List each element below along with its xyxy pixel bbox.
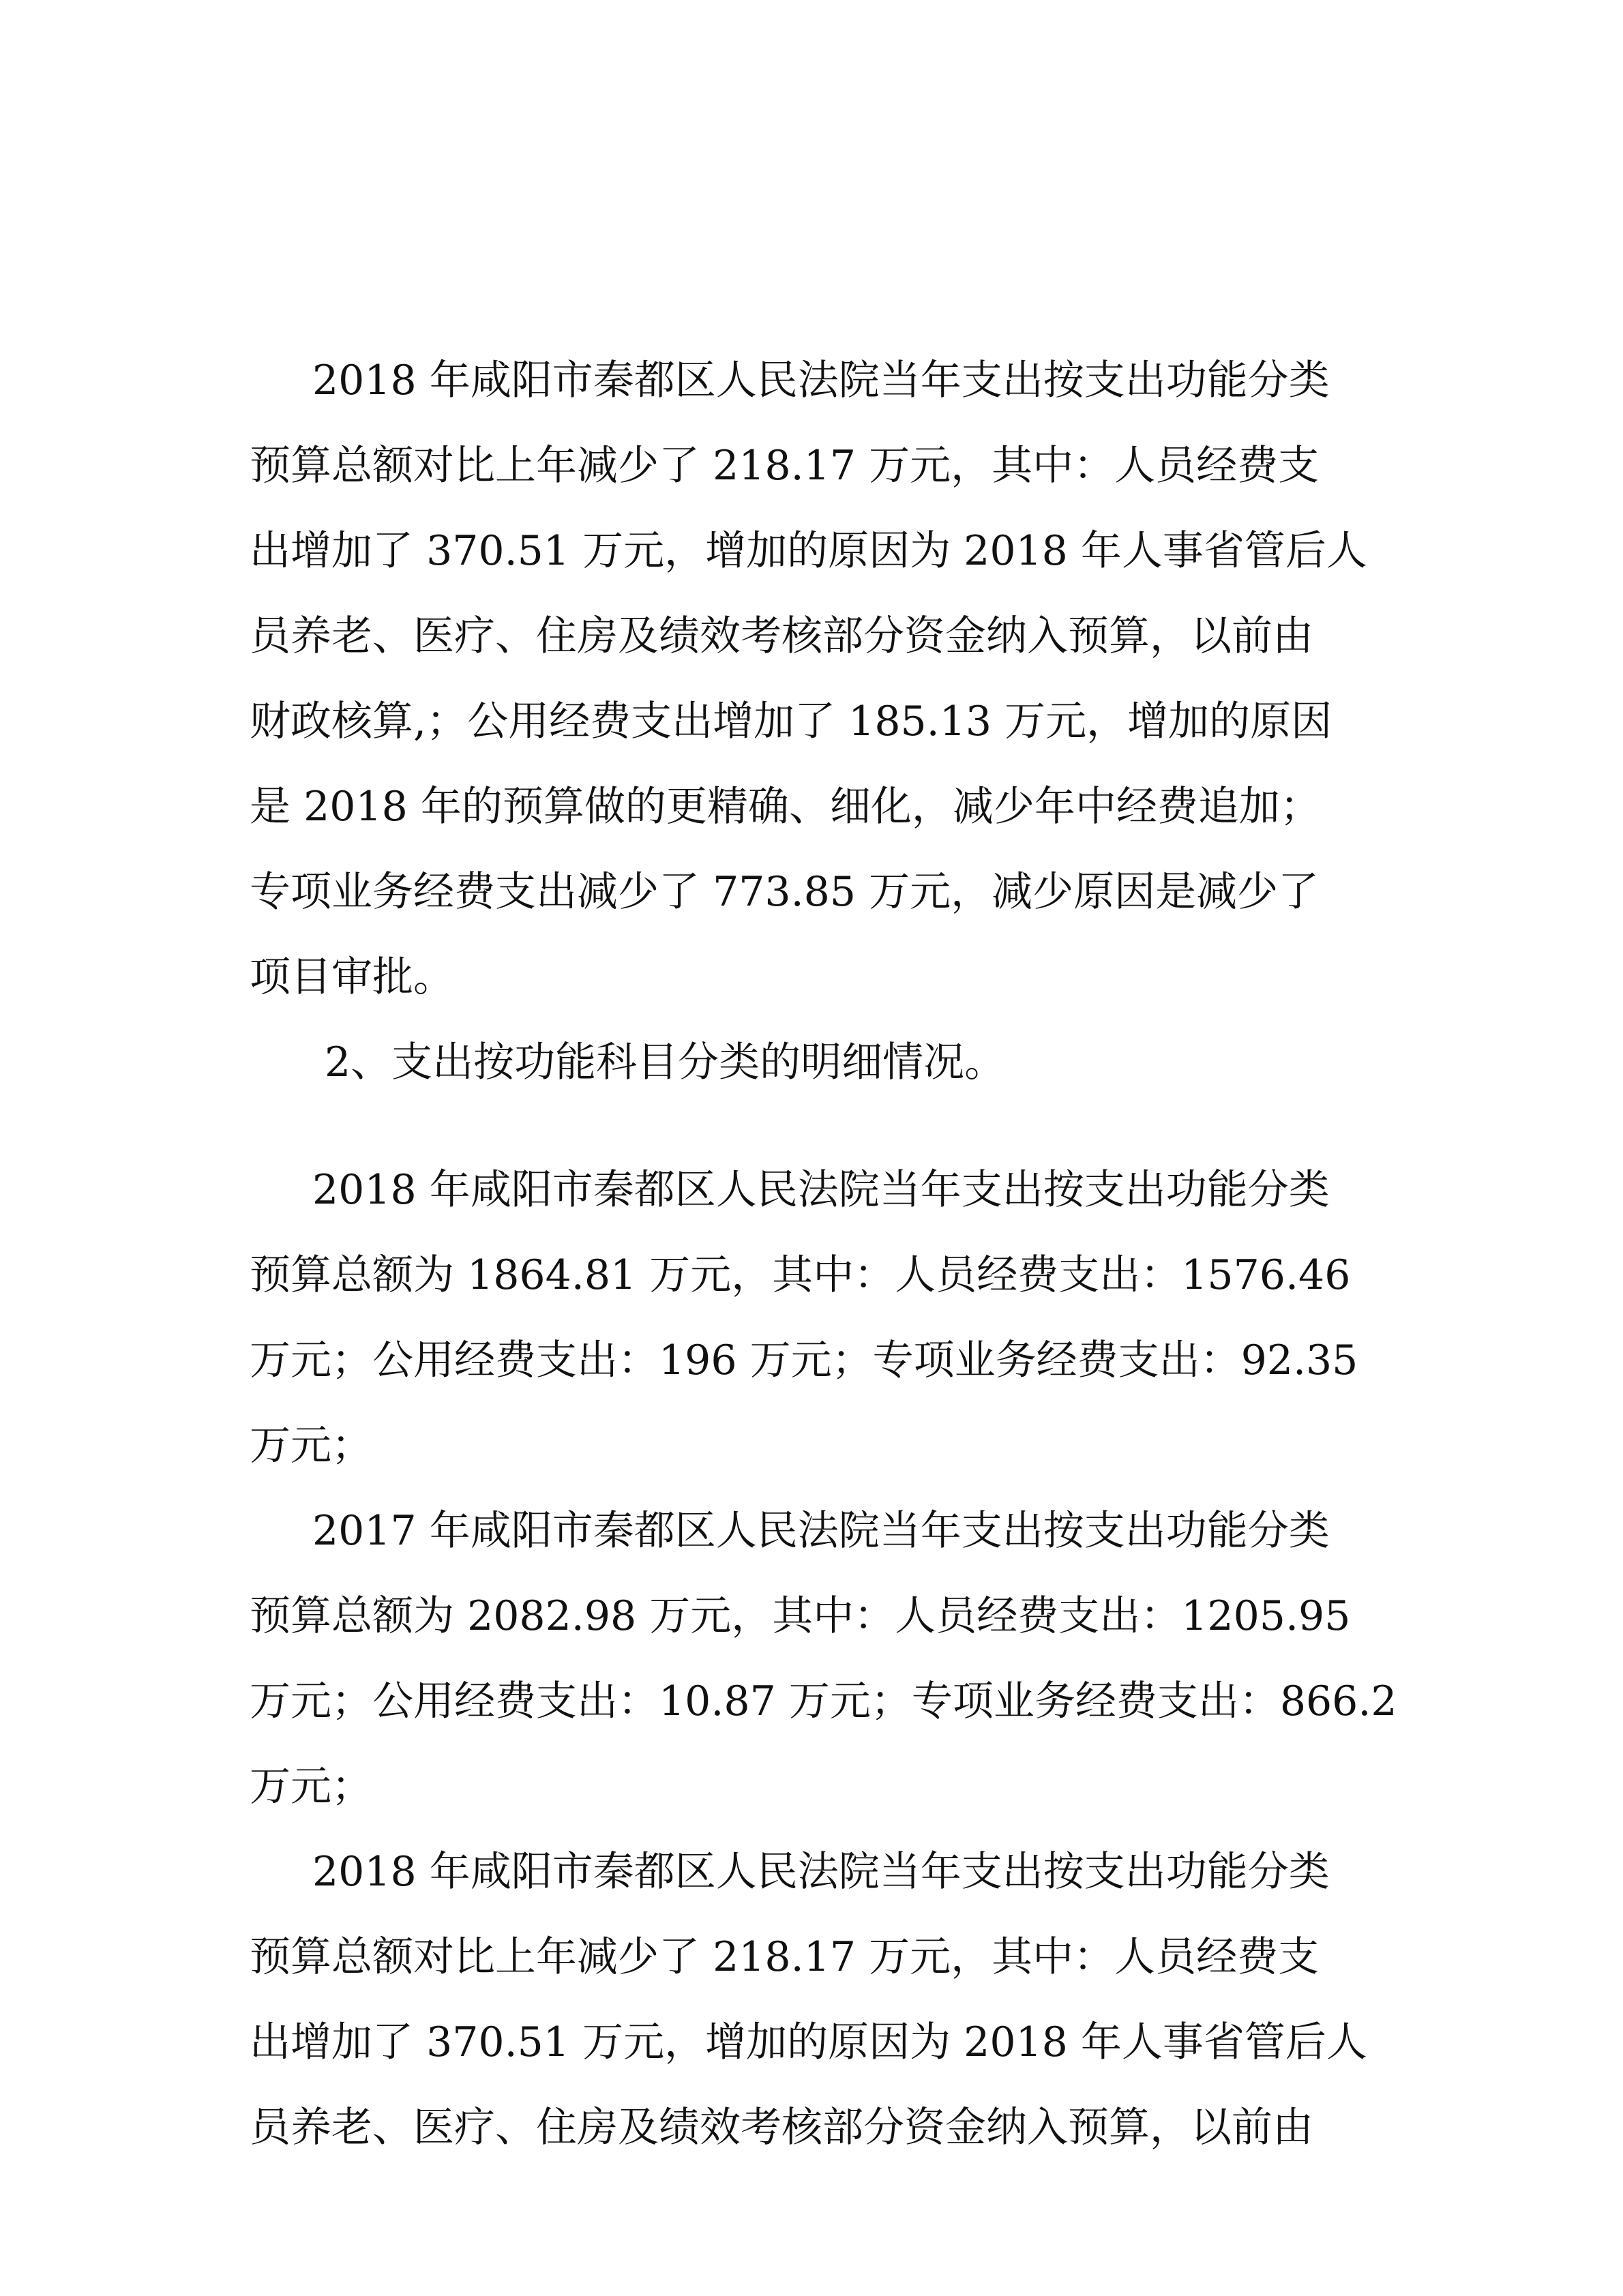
paragraph-line: 预算总额为 2082.98 万元，其中：人员经费支出：1205.95 xyxy=(250,1592,1351,1640)
paragraph-line: 财政核算,；公用经费支出增加了 185.13 万元，增加的原因 xyxy=(250,698,1332,745)
section-heading-text: 2、支出按功能科目分类的明细情况。 xyxy=(325,1039,1006,1086)
paragraph-line: 2018 年咸阳市秦都区人民法院当年支出按支出功能分类 xyxy=(312,1848,1330,1896)
paragraph-line: 预算总额为 1864.81 万元，其中：人员经费支出：1576.46 xyxy=(250,1251,1351,1299)
paragraph-expense-change-repeat xyxy=(250,1830,1388,2171)
paragraph-line: 是 2018 年的预算做的更精确、细化，减少年中经费追加； xyxy=(250,783,1321,831)
paragraph-expense-change-2018 xyxy=(250,338,1388,1020)
paragraph-line: 2017 年咸阳市秦都区人民法院当年支出按支出功能分类 xyxy=(312,1507,1330,1555)
paragraph-line: 预算总额对比上年减少了 218.17 万元，其中：人员经费支 xyxy=(250,442,1320,490)
paragraph-line: 出增加了 370.51 万元，增加的原因为 2018 年人事省管后人 xyxy=(250,527,1367,575)
paragraph-line: 万元；公用经费支出：10.87 万元；专项业务经费支出：866.2 xyxy=(250,1678,1397,1725)
paragraph-line: 2018 年咸阳市秦都区人民法院当年支出按支出功能分类 xyxy=(312,1166,1330,1214)
paragraph-line: 预算总额对比上年减少了 218.17 万元，其中：人员经费支 xyxy=(250,1933,1320,1981)
paragraph-line: 出增加了 370.51 万元，增加的原因为 2018 年人事省管后人 xyxy=(250,2018,1367,2066)
paragraph-budget-2017 xyxy=(250,1489,1397,1830)
paragraph-line: 万元； xyxy=(250,1422,372,1470)
paragraph-line: 专项业务经费支出减少了 773.85 万元，减少原因是减少了 xyxy=(250,868,1320,916)
paragraph-line: 员养老、医疗、住房及绩效考核部分资金纳入预算，以前由 xyxy=(250,2104,1313,2151)
section-heading xyxy=(250,1020,1388,1105)
paragraph-line: 员养老、医疗、住房及绩效考核部分资金纳入预算，以前由 xyxy=(250,612,1313,660)
paragraph-line: 万元；公用经费支出：196 万元；专项业务经费支出：92.35 xyxy=(250,1337,1358,1384)
paragraph-line: 项目审批。 xyxy=(250,953,454,1001)
paragraph-line: 万元； xyxy=(250,1763,372,1810)
paragraph-line: 2018 年咸阳市秦都区人民法院当年支出按支出功能分类 xyxy=(312,357,1330,404)
paragraph-budget-2018 xyxy=(250,1148,1388,1489)
